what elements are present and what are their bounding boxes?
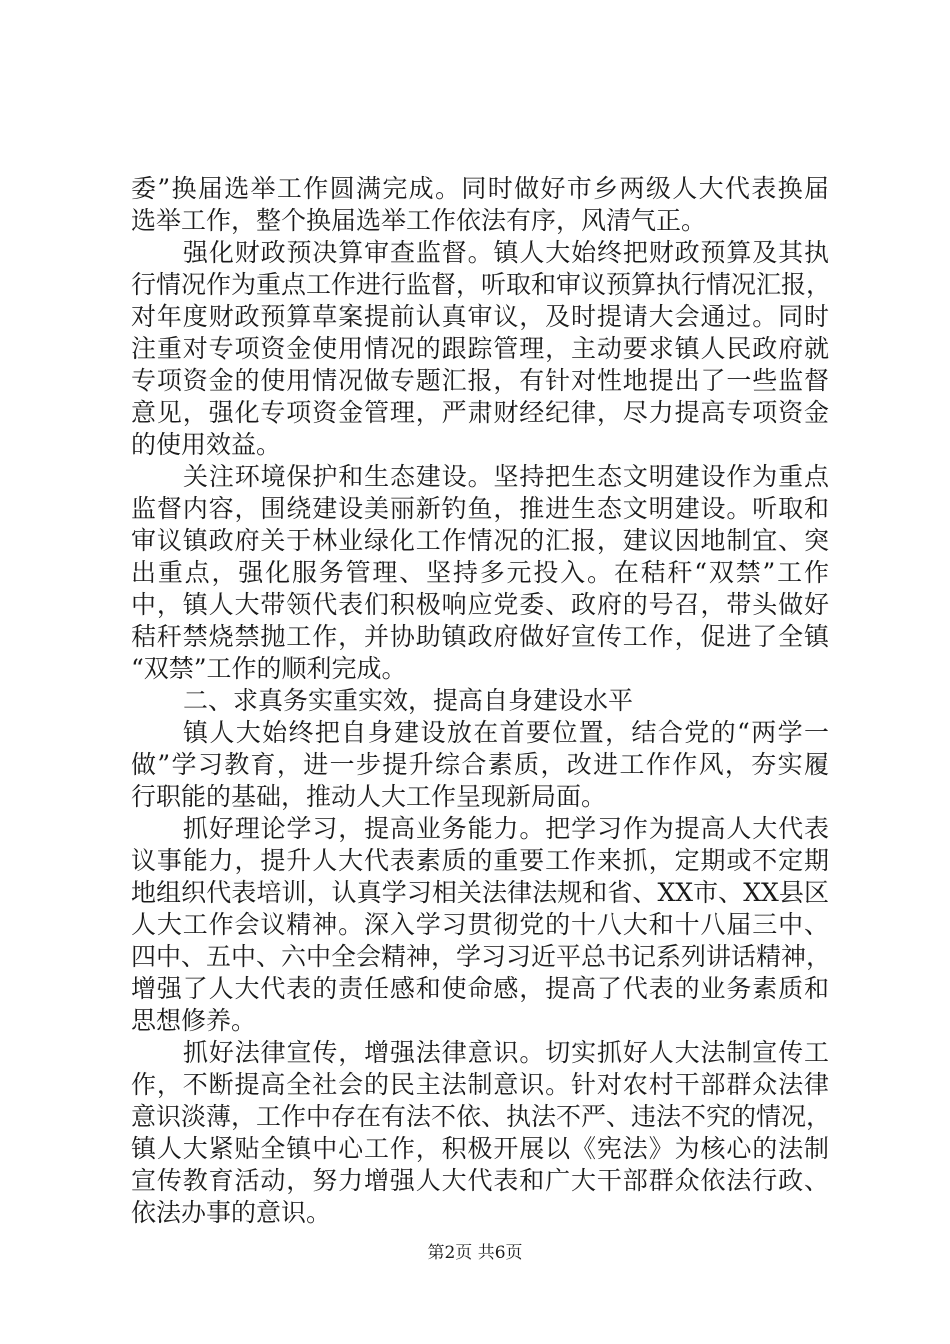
text-line: 出重点，强化服务管理、坚持多元投入。在秸秆“双禁”工作 bbox=[131, 558, 829, 587]
page-footer: 第2页 共6页 bbox=[427, 1243, 523, 1263]
text-line: 行情况作为重点工作进行监督，听取和审议预算执行情况汇报， bbox=[131, 270, 832, 299]
paragraph bbox=[131, 173, 829, 237]
text-line: 意识淡薄，工作中存在有法不依、执法不严、违法不究的情况， bbox=[131, 1102, 832, 1131]
text-line: 作，不断提高全社会的民主法制意识。针对农村干部群众法律 bbox=[131, 1070, 829, 1099]
text-line: 地组织代表培训，认真学习相关法律法规和省、XX市、XX县区 bbox=[131, 878, 829, 907]
text-line: 关注环境保护和生态建设。坚持把生态文明建设作为重点 bbox=[183, 462, 829, 491]
paragraph bbox=[131, 461, 829, 685]
text-line: 对年度财政预算草案提前认真审议，及时提请大会通过。同时 bbox=[131, 302, 829, 331]
text-line: 依法办事的意识。 bbox=[131, 1198, 332, 1227]
paragraph bbox=[131, 1037, 832, 1229]
paragraph bbox=[131, 813, 832, 1037]
text-line: “双禁”工作的顺利完成。 bbox=[131, 654, 407, 683]
paragraph bbox=[131, 237, 832, 461]
paragraph bbox=[131, 685, 829, 717]
text-line: 做”学习教育，进一步提升综合素质，改进工作作风，夯实履 bbox=[131, 750, 829, 779]
text-line: 意见，强化专项资金管理，严肃财经纪律，尽力提高专项资金 bbox=[131, 398, 829, 427]
text-line: 宣传教育活动，努力增强人大代表和广大干部群众依法行政、 bbox=[131, 1166, 829, 1195]
text-line: 抓好法律宣传，增强法律意识。切实抓好人大法制宣传工 bbox=[183, 1038, 829, 1067]
text-line: 人大工作会议精神。深入学习贯彻党的十八大和十八届三中、 bbox=[131, 910, 829, 939]
text-line: 监督内容，围绕建设美丽新钓鱼，推进生态文明建设。听取和 bbox=[131, 494, 829, 523]
paragraph bbox=[131, 717, 829, 813]
text-line: 镇人大紧贴全镇中心工作，积极开展以《宪法》为核心的法制 bbox=[131, 1134, 829, 1163]
text-line: 秸秆禁烧禁抛工作，并协助镇政府做好宣传工作，促进了全镇 bbox=[131, 622, 829, 651]
text-line: 行职能的基础，推动人大工作呈现新局面。 bbox=[131, 782, 607, 811]
text-line: 强化财政预决算审查监督。镇人大始终把财政预算及其执 bbox=[183, 238, 829, 267]
text-line: 委”换届选举工作圆满完成。同时做好市乡两级人大代表换届 bbox=[131, 174, 829, 203]
text-line: 注重对专项资金使用情况的跟踪管理，主动要求镇人民政府就 bbox=[131, 334, 829, 363]
document-body bbox=[131, 173, 832, 1229]
text-line: 选举工作，整个换届选举工作依法有序，风清气正。 bbox=[131, 206, 707, 235]
text-line: 四中、五中、六中全会精神，学习习近平总书记系列讲话精神， bbox=[131, 942, 832, 971]
text-line: 议事能力，提升人大代表素质的重要工作来抓，定期或不定期 bbox=[131, 846, 829, 875]
text-line: 审议镇政府关于林业绿化工作情况的汇报，建议因地制宜、突 bbox=[131, 526, 829, 555]
text-line: 中，镇人大带领代表们积极响应党委、政府的号召，带头做好 bbox=[131, 590, 829, 619]
text-line: 增强了人大代表的责任感和使命感，提高了代表的业务素质和 bbox=[131, 974, 829, 1003]
text-line: 的使用效益。 bbox=[131, 430, 282, 459]
text-line: 二、求真务实重实效，提高自身建设水平 bbox=[183, 686, 634, 715]
text-line: 思想修养。 bbox=[131, 1006, 257, 1035]
text-line: 专项资金的使用情况做专题汇报，有针对性地提出了一些监督 bbox=[131, 366, 829, 395]
text-line: 镇人大始终把自身建设放在首要位置，结合党的“两学一 bbox=[183, 718, 829, 747]
text-line: 抓好理论学习，提高业务能力。把学习作为提高人大代表 bbox=[183, 814, 829, 843]
